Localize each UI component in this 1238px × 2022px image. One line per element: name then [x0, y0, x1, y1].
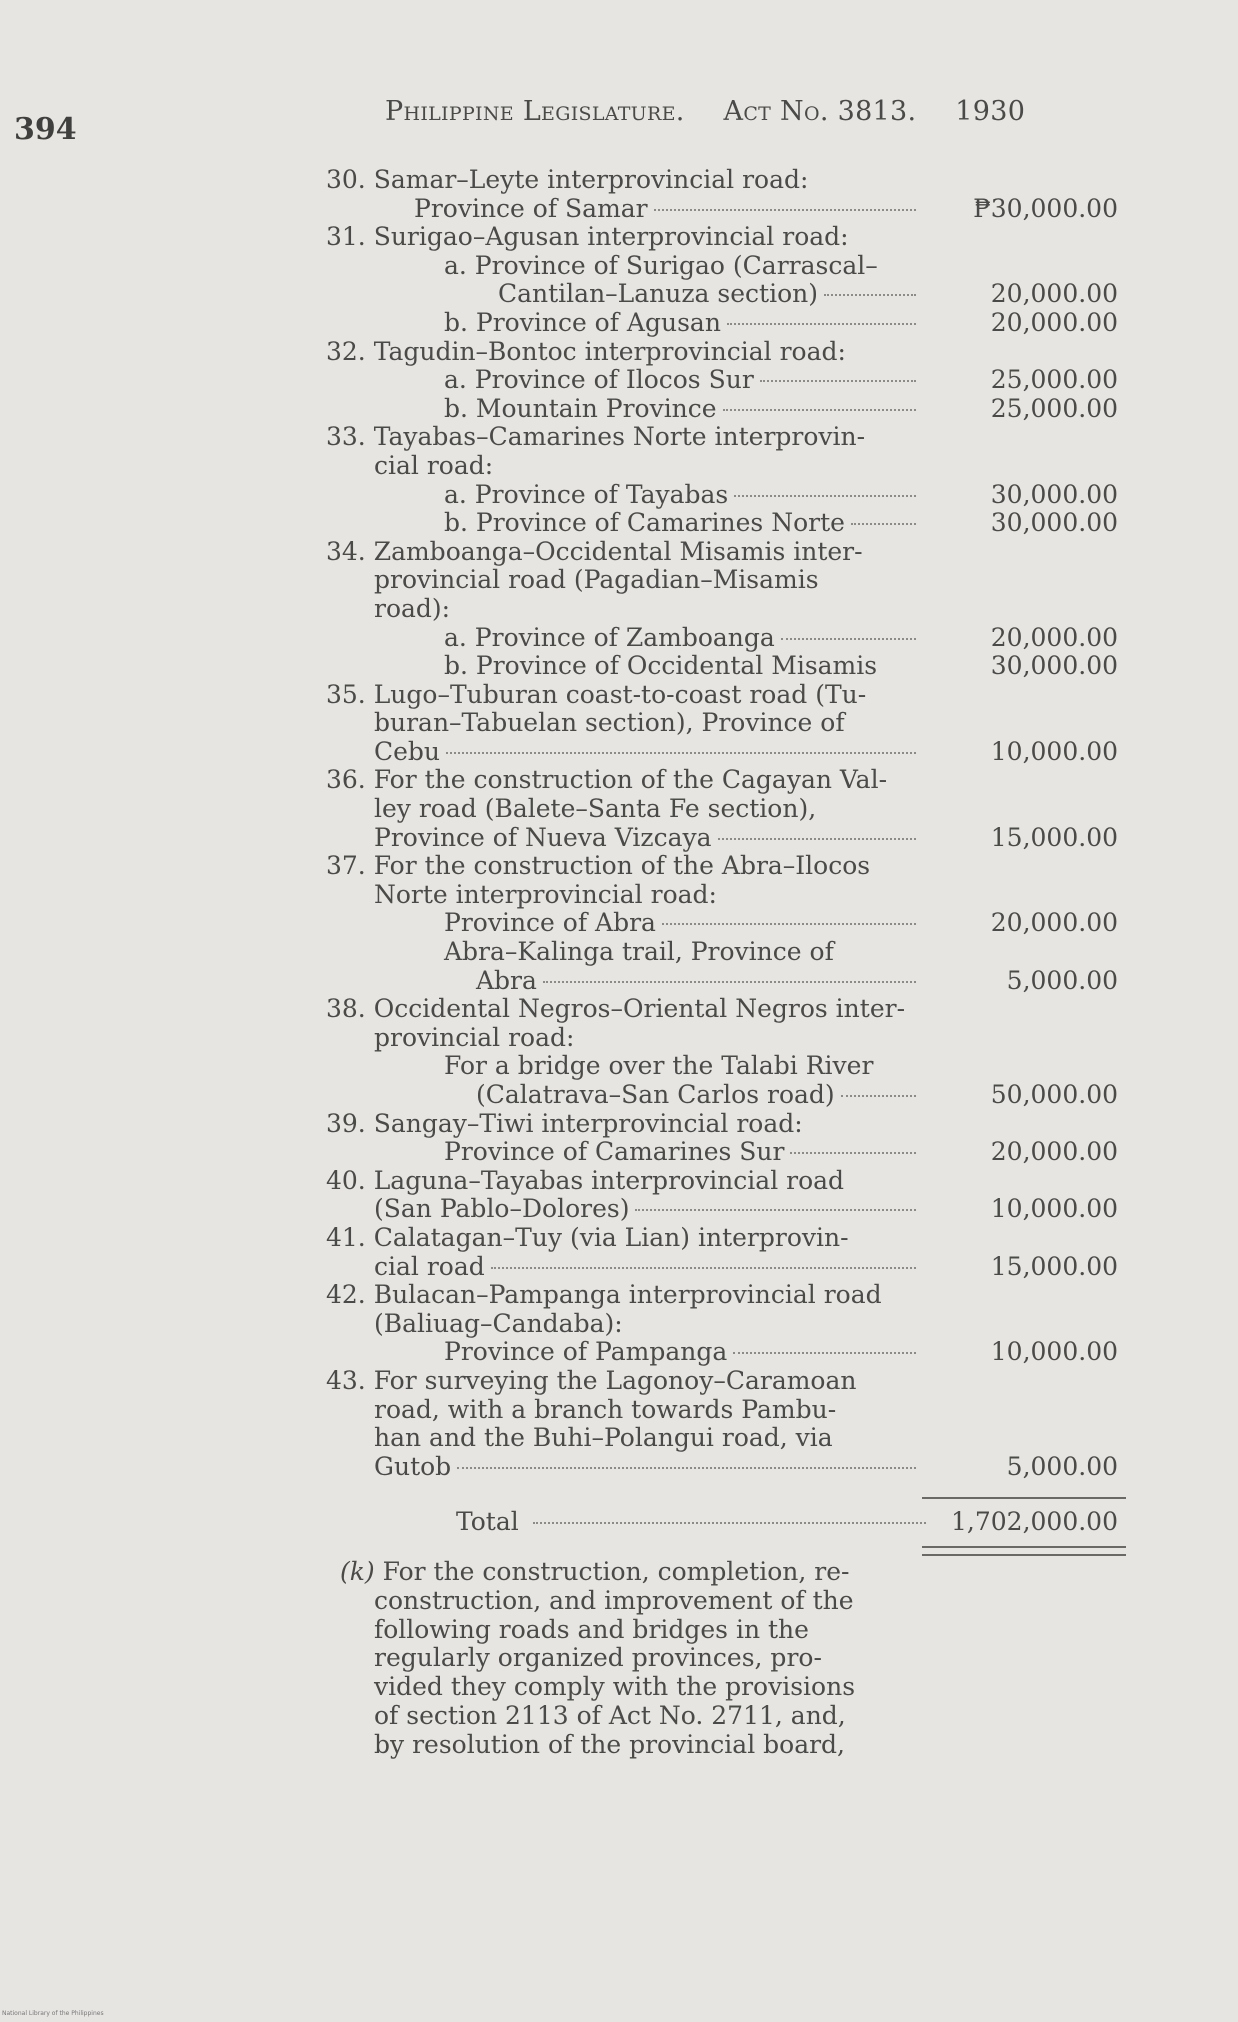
- entry-text: road):: [374, 593, 451, 623]
- entry-text: 31. Surigao–Agusan interprovincial road:: [326, 222, 849, 252]
- entry-text: (Baliuag–Candaba):: [374, 1308, 623, 1338]
- entry-line: [326, 481, 1126, 510]
- paragraph-line: [340, 1673, 940, 1702]
- entry-text: 41. Calatagan–Tuy (via Lian) interprovin-: [326, 1222, 849, 1252]
- entry-text-wrap: [476, 1081, 916, 1110]
- entry-line: [326, 223, 1126, 252]
- entry-text-wrap: [444, 909, 916, 938]
- entry-text: provincial road:: [374, 1022, 575, 1052]
- leader-dots: [851, 522, 916, 525]
- entry-text: b. Province of Occidental Misamis: [444, 651, 878, 681]
- entry-amount: 25,000.00: [990, 365, 1118, 395]
- entry-text-wrap: [326, 338, 846, 367]
- entry-text-wrap: [444, 938, 834, 967]
- appropriation-list: [326, 166, 1126, 1481]
- entry-text-wrap: [374, 452, 493, 481]
- entry-text: cial road:: [374, 450, 494, 480]
- leader-dots: [718, 837, 917, 840]
- entry-text: 35. Lugo–Tuburan coast-to-coast road (Tu-: [326, 679, 867, 709]
- entry-amount: 20,000.00: [990, 622, 1118, 652]
- paragraph-line: [340, 1702, 940, 1731]
- leader-dots: [760, 379, 916, 382]
- total-amount: 1,702,000.00: [951, 1507, 1118, 1536]
- entry-line: [326, 423, 1126, 452]
- page-number: 394: [14, 112, 77, 147]
- leader-dots: [491, 1266, 916, 1269]
- leader-dots: [446, 751, 916, 754]
- paragraph-text: construction, and improvement of the: [374, 1585, 854, 1615]
- entry-text: a. Province of Surigao (Carrascal–: [444, 250, 878, 280]
- entry-amount: 30,000.00: [990, 479, 1118, 509]
- entry-text: a. Province of Ilocos Sur: [444, 365, 754, 395]
- paragraph-line: [340, 1616, 940, 1645]
- entry-text: b. Province of Camarines Norte: [444, 508, 845, 538]
- leader-dots: [841, 1094, 916, 1097]
- entry-text-wrap: [374, 738, 916, 767]
- entry-line: [326, 509, 1126, 538]
- entry-amount: 10,000.00: [990, 1194, 1118, 1224]
- total-line: [326, 1504, 1126, 1540]
- entry-amount: 30,000.00: [990, 651, 1118, 681]
- entry-text: b. Mountain Province: [444, 393, 717, 423]
- entry-line: [326, 881, 1126, 910]
- entry-text: buran–Tabuelan section), Province of: [374, 708, 845, 738]
- paragraph-text: For the construction, completion, re-: [382, 1557, 850, 1586]
- entry-line: [326, 652, 1126, 681]
- entry-line: [326, 1453, 1126, 1482]
- paragraph-marker: (k): [340, 1557, 375, 1586]
- entry-line: [326, 1224, 1126, 1253]
- entry-text-wrap: [374, 881, 717, 910]
- footer-note: National Library of the Philippines: [2, 2010, 104, 2017]
- entry-text-wrap: [444, 309, 916, 338]
- entry-amount: 10,000.00: [990, 736, 1118, 766]
- entry-line: [326, 624, 1126, 653]
- entry-text-wrap: [444, 252, 878, 281]
- running-head-act: Act No. 3813.: [723, 96, 917, 127]
- total-rule: [922, 1497, 1126, 1499]
- entry-text-wrap: [476, 967, 916, 996]
- entry-line: [326, 1110, 1126, 1139]
- entry-text-wrap: [326, 1110, 803, 1139]
- entry-line: [326, 852, 1126, 881]
- entry-amount: 15,000.00: [990, 822, 1118, 852]
- entry-text: (Calatrava–San Carlos road): [476, 1080, 835, 1109]
- entry-text: For a bridge over the Talabi River: [444, 1051, 874, 1081]
- paragraph-text: regularly organized provinces, pro-: [374, 1643, 822, 1673]
- entry-amount: 20,000.00: [990, 279, 1118, 309]
- entry-text: Abra–Kalinga trail, Province of: [444, 937, 834, 967]
- leader-dots: [533, 1521, 926, 1524]
- entry-text-wrap: [326, 166, 808, 195]
- leader-dots: [790, 1151, 916, 1154]
- leader-dots: [781, 637, 916, 640]
- entry-text: 32. Tagudin–Bontoc interprovincial road:: [326, 336, 846, 366]
- entry-line: [326, 1138, 1126, 1167]
- entry-text-wrap: [444, 1052, 873, 1081]
- entry-text-wrap: [326, 995, 905, 1024]
- leader-dots: [457, 1466, 916, 1469]
- entry-text-wrap: [326, 1367, 856, 1396]
- paragraph-line: [340, 1731, 940, 1760]
- entry-text: Province of Nueva Vizcaya: [374, 822, 712, 852]
- entry-text-wrap: [326, 1224, 849, 1253]
- entry-line: [326, 709, 1126, 738]
- entry-text-wrap: [374, 1310, 623, 1339]
- entry-amount: 50,000.00: [990, 1080, 1118, 1109]
- entry-text-wrap: [326, 1281, 882, 1310]
- entry-amount: ₱30,000.00: [973, 193, 1118, 223]
- entry-amount: 5,000.00: [1006, 1451, 1118, 1481]
- running-head: [385, 96, 1025, 127]
- entry-amount: 10,000.00: [990, 1337, 1118, 1367]
- entry-text: Province of Abra: [444, 908, 656, 938]
- entry-line: [326, 395, 1126, 424]
- entry-line: [326, 1396, 1126, 1425]
- entry-text: 40. Laguna–Tayabas interprovincial road: [326, 1165, 845, 1195]
- entry-text: 38. Occidental Negros–Oriental Negros inter-: [326, 994, 906, 1024]
- entry-line: [326, 1367, 1126, 1396]
- entry-text: b. Province of Agusan: [444, 307, 721, 337]
- entry-line: [326, 1310, 1126, 1339]
- entry-text-wrap: [374, 1453, 916, 1482]
- paragraph-text: following roads and bridges in the: [374, 1614, 809, 1644]
- paragraph-text: of section 2113 of Act No. 2711, and,: [374, 1700, 846, 1730]
- entry-line: [326, 166, 1126, 195]
- leader-dots: [723, 408, 916, 411]
- leader-dots: [824, 293, 916, 296]
- entry-line: [326, 1052, 1126, 1081]
- leader-dots: [662, 922, 916, 925]
- entry-text-wrap: [444, 395, 916, 424]
- entry-text: Abra: [476, 965, 537, 995]
- entry-text: road, with a branch towards Pambu-: [374, 1394, 837, 1424]
- entry-text: Province of Samar: [414, 193, 648, 223]
- paragraph-line: [340, 1644, 940, 1673]
- running-head-title: Philippine Legislature.: [385, 96, 685, 127]
- leader-dots: [654, 208, 916, 211]
- entry-line: [326, 252, 1126, 281]
- leader-dots: [733, 1351, 916, 1354]
- entry-text: (San Pablo–Dolores): [374, 1194, 630, 1224]
- total-double-rule: [922, 1546, 1126, 1556]
- entry-line: [326, 1281, 1126, 1310]
- entry-text-wrap: [374, 709, 845, 738]
- entry-text-wrap: [444, 366, 916, 395]
- entry-text: Norte interprovincial road:: [374, 879, 717, 909]
- leader-dots: [734, 494, 916, 497]
- entry-text-wrap: [444, 652, 877, 681]
- entry-text: 33. Tayabas–Camarines Norte interprovin-: [326, 422, 866, 452]
- leader-dots: [635, 1208, 916, 1211]
- entry-line: [326, 1195, 1126, 1224]
- entry-text: 43. For surveying the Lagonoy–Caramoan: [326, 1365, 857, 1395]
- entry-text-wrap: [444, 509, 916, 538]
- entry-line: [326, 595, 1126, 624]
- entry-text-wrap: [374, 795, 816, 824]
- entry-line: [326, 309, 1126, 338]
- entry-line: [326, 1338, 1126, 1367]
- entry-text-wrap: [374, 1253, 916, 1282]
- entry-text: 36. For the construction of the Cagayan Val-: [326, 765, 888, 795]
- entry-line: [326, 1024, 1126, 1053]
- entry-text-wrap: [374, 1424, 833, 1453]
- entry-line: [326, 938, 1126, 967]
- entry-text: a. Province of Tayabas: [444, 479, 729, 509]
- entry-line: [326, 1424, 1126, 1453]
- entry-text-wrap: [326, 766, 887, 795]
- entry-line: [326, 195, 1126, 224]
- entry-line: [326, 338, 1126, 367]
- entry-text: Province of Pampanga: [444, 1337, 728, 1367]
- entry-amount: 15,000.00: [990, 1251, 1118, 1281]
- entry-text: Province of Camarines Sur: [444, 1137, 785, 1167]
- entry-amount: 25,000.00: [990, 393, 1118, 423]
- entry-text-wrap: [326, 223, 849, 252]
- entry-text: cial road: [374, 1251, 485, 1281]
- entry-text-wrap: [374, 824, 916, 853]
- paragraph-text: vided they comply with the provisions: [374, 1672, 856, 1702]
- entry-line: [326, 452, 1126, 481]
- entry-text-wrap: [326, 681, 866, 710]
- entry-text-wrap: [326, 852, 870, 881]
- entry-text-wrap: [444, 1338, 916, 1367]
- entry-text-wrap: [374, 566, 819, 595]
- paragraph-line: [340, 1587, 940, 1616]
- leader-dots: [727, 322, 916, 325]
- entry-line: [326, 566, 1126, 595]
- entry-line: [326, 1167, 1126, 1196]
- entry-text: Cantilan–Lanuza section): [498, 279, 818, 309]
- entry-amount: 20,000.00: [990, 307, 1118, 337]
- leader-dots: [543, 980, 916, 983]
- entry-text-wrap: [326, 538, 863, 567]
- entry-text-wrap: [326, 1167, 844, 1196]
- entry-line: [326, 795, 1126, 824]
- entry-line: [326, 1081, 1126, 1110]
- paragraph-text: by resolution of the provincial board,: [374, 1729, 846, 1759]
- entry-text: 34. Zamboanga–Occidental Misamis inter-: [326, 536, 863, 566]
- entry-text-wrap: [414, 195, 916, 224]
- paragraph-line: [340, 1558, 940, 1587]
- entry-line: [326, 909, 1126, 938]
- entry-text: Cebu: [374, 736, 441, 766]
- entry-amount: 20,000.00: [990, 908, 1118, 938]
- entry-line: [326, 766, 1126, 795]
- entry-text-wrap: [444, 1138, 916, 1167]
- entry-line: [326, 995, 1126, 1024]
- entry-text-wrap: [498, 280, 916, 309]
- entry-text: ley road (Balete–Santa Fe section),: [374, 794, 817, 824]
- entry-amount: 20,000.00: [990, 1137, 1118, 1167]
- entry-text-wrap: [374, 1024, 574, 1053]
- entry-text: provincial road (Pagadian–Misamis: [374, 565, 819, 595]
- entry-text-wrap: [374, 1396, 836, 1425]
- entry-line: [326, 280, 1126, 309]
- entry-line: [326, 967, 1126, 996]
- entry-line: [326, 1253, 1126, 1282]
- total-label: Total: [456, 1507, 519, 1536]
- entry-amount: 30,000.00: [990, 508, 1118, 538]
- entry-text-wrap: [444, 624, 916, 653]
- entry-amount: 5,000.00: [1006, 965, 1118, 995]
- entry-text: a. Province of Zamboanga: [444, 622, 775, 652]
- entry-line: [326, 366, 1126, 395]
- entry-text: 30. Samar–Leyte interprovincial road:: [326, 165, 809, 194]
- total-label-wrap: [456, 1504, 926, 1540]
- entry-line: [326, 538, 1126, 567]
- running-head-year: 1930: [955, 96, 1026, 127]
- entry-text-wrap: [444, 481, 916, 510]
- entry-text: han and the Buhi–Polangui road, via: [374, 1423, 833, 1453]
- entry-text-wrap: [374, 595, 450, 624]
- entry-text: 37. For the construction of the Abra–Ilocos: [326, 851, 871, 881]
- entry-text: Gutob: [374, 1451, 452, 1481]
- entry-text-wrap: [374, 1195, 916, 1224]
- entry-line: [326, 824, 1126, 853]
- entry-line: [326, 738, 1126, 767]
- entry-text: 42. Bulacan–Pampanga interprovincial road: [326, 1280, 882, 1310]
- entry-text-wrap: [326, 423, 865, 452]
- paragraph-k: [340, 1558, 940, 1760]
- entry-line: [326, 681, 1126, 710]
- entry-text: 39. Sangay–Tiwi interprovincial road:: [326, 1108, 803, 1138]
